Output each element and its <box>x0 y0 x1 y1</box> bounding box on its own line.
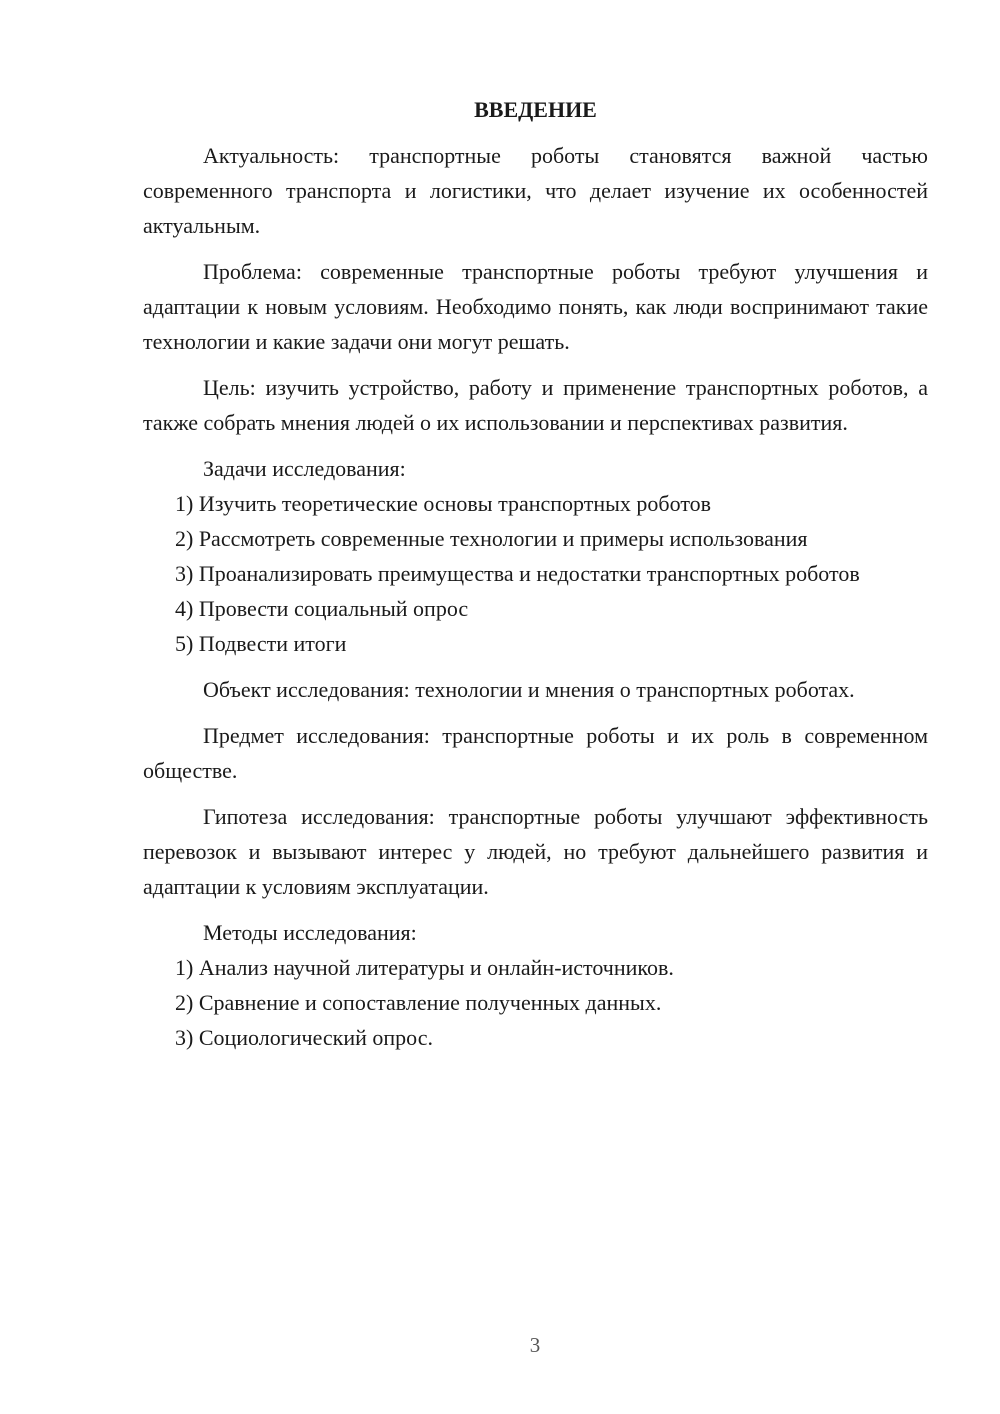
object-paragraph: Объект исследования: технологии и мнения о транспортных роботах. <box>203 677 855 702</box>
document-page <box>143 92 928 1055</box>
page-title: ВВЕДЕНИЕ <box>474 97 597 122</box>
relevance-paragraph: Актуальность: транспортные роботы становятся важной частью современного транспорта и логистики, что делает изучение их особенностей актуальным. <box>143 143 928 238</box>
task-item: 2) Рассмотреть современные технологии и примеры использования <box>175 526 808 551</box>
methods-heading: Методы исследования: <box>203 920 417 945</box>
goal-paragraph: Цель: изучить устройство, работу и применение транспортных роботов, а также собрать мнения людей о их использовании и перспективах развития. <box>143 375 928 435</box>
task-item: 4) Провести социальный опрос <box>175 596 469 621</box>
task-item: 1) Изучить теоретические основы транспортных роботов <box>175 491 712 516</box>
method-item: 2) Сравнение и сопоставление полученных данных. <box>175 990 662 1015</box>
task-item: 5) Подвести итоги <box>175 631 347 656</box>
method-item: 1) Анализ научной литературы и онлайн-источников. <box>175 955 674 980</box>
page-number: 3 <box>529 1333 541 1357</box>
tasks-heading: Задачи исследования: <box>203 456 406 481</box>
method-item: 3) Социологический опрос. <box>175 1025 433 1050</box>
problem-paragraph: Проблема: современные транспортные роботы требуют улучшения и адаптации к новым условиям. Необходимо понять, как люди воспринимают такие технологии и какие задачи они могут решать. <box>143 259 928 354</box>
hypothesis-paragraph: Гипотеза исследования: транспортные роботы улучшают эффективность перевозок и вызывают интерес у людей, но требуют дальнейшего развития и адаптации к условиям эксплуатации. <box>143 804 928 899</box>
subject-paragraph: Предмет исследования: транспортные роботы и их роль в современном обществе. <box>143 723 928 783</box>
task-item: 3) Проанализировать преимущества и недостатки транспортных роботов <box>175 561 860 586</box>
